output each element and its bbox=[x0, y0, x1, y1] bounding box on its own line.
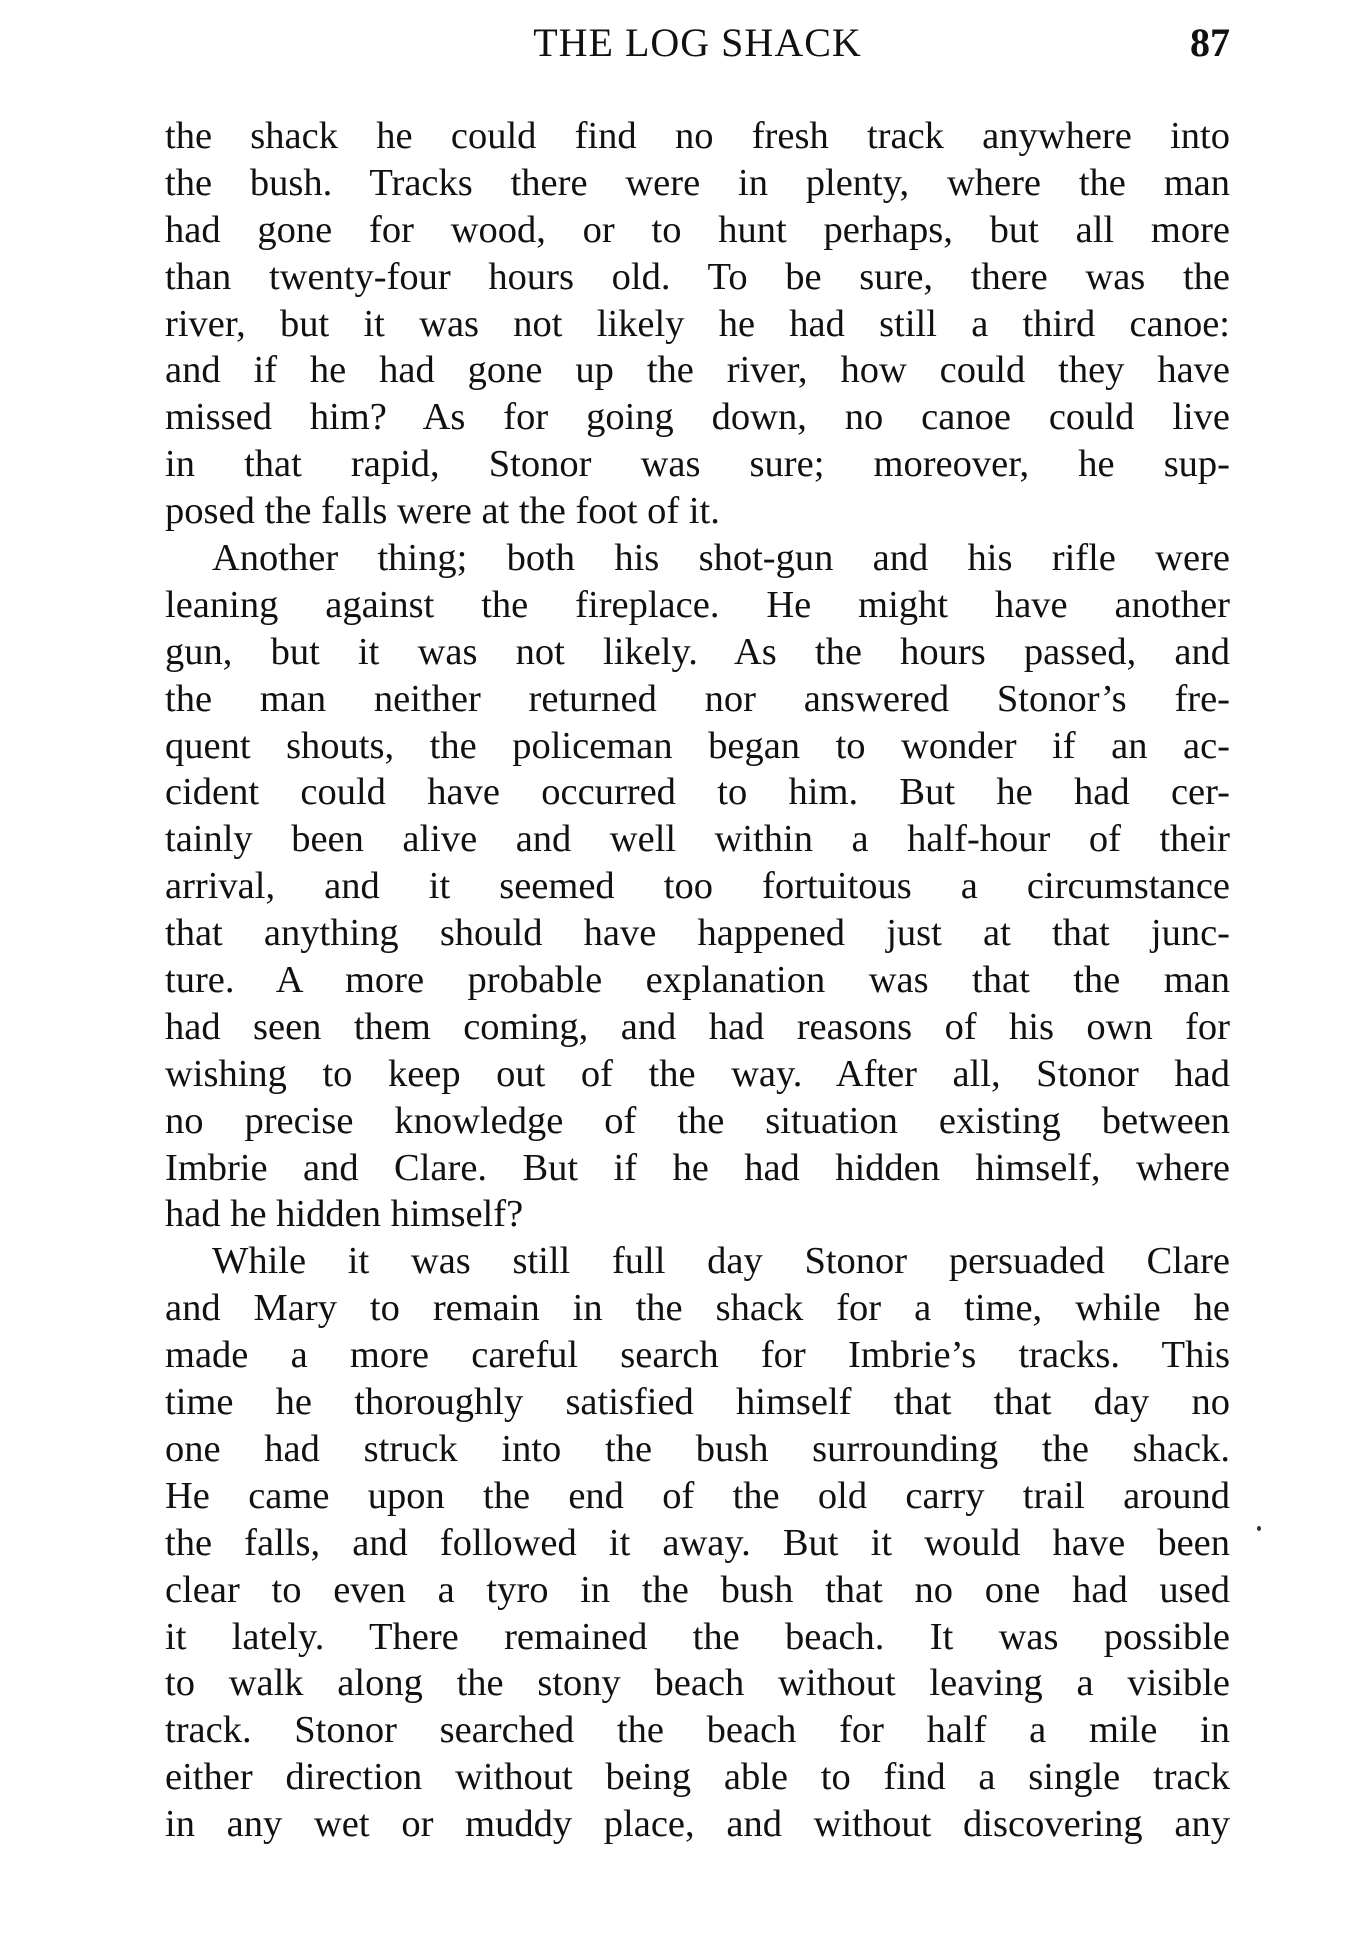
text-line: it lately. There remained the beach. It was possible bbox=[165, 1615, 1230, 1658]
text-line: arrival, and it seemed too fortuitous a circumstance bbox=[165, 865, 1230, 908]
text-line: the bush. Tracks there were in plenty, where the man bbox=[165, 161, 1230, 204]
running-header bbox=[165, 18, 1230, 68]
text-line: While it was still full day Stonor persuaded Clare bbox=[212, 1240, 1230, 1283]
text-line: and Mary to remain in the shack for a time, while he bbox=[165, 1287, 1230, 1330]
text-line: tainly been alive and well within a half-hour of their bbox=[165, 818, 1230, 861]
text-line: the falls, and followed it away. But it would have been bbox=[165, 1521, 1230, 1564]
text-line: Another thing; both his shot-gun and his rifle were bbox=[212, 537, 1230, 580]
text-line: to walk along the stony beach without leaving a visible bbox=[165, 1662, 1230, 1705]
text-line: gun, but it was not likely. As the hours passed, and bbox=[165, 630, 1230, 673]
text-line: either direction without being able to find a single track bbox=[165, 1756, 1230, 1799]
text-line: missed him? As for going down, no canoe could live bbox=[165, 396, 1230, 439]
text-line: than twenty-four hours old. To be sure, there was the bbox=[165, 255, 1230, 298]
text-line: quent shouts, the policeman began to wonder if an ac- bbox=[165, 724, 1230, 767]
text-line: clear to even a tyro in the bush that no one had used bbox=[165, 1568, 1230, 1611]
text-line: river, but it was not likely he had still a third canoe: bbox=[165, 302, 1230, 345]
text-line: ture. A more probable explanation was that the man bbox=[165, 959, 1230, 1002]
text-line: had he hidden himself? bbox=[165, 1193, 524, 1236]
text-line: leaning against the fireplace. He might have another bbox=[165, 583, 1230, 626]
text-line: Imbrie and Clare. But if he had hidden himself, where bbox=[165, 1146, 1230, 1189]
text-line: time he thoroughly satisfied himself that that day no bbox=[165, 1381, 1230, 1424]
text-line: and if he had gone up the river, how could they have bbox=[165, 349, 1230, 392]
text-line: posed the falls were at the foot of it. bbox=[165, 490, 720, 533]
text-line: in that rapid, Stonor was sure; moreover, he sup- bbox=[165, 443, 1230, 486]
page-number: 87 bbox=[1190, 20, 1230, 65]
text-line: had gone for wood, or to hunt perhaps, but all more bbox=[165, 208, 1230, 251]
text-line: had seen them coming, and had reasons of his own for bbox=[165, 1005, 1230, 1048]
text-line: that anything should have happened just at that junc- bbox=[165, 912, 1230, 955]
text-line: cident could have occurred to him. But he had cer- bbox=[165, 771, 1230, 814]
text-line: the shack he could find no fresh track anywhere into bbox=[165, 115, 1230, 157]
text-line: He came upon the end of the old carry trail around bbox=[165, 1474, 1230, 1517]
text-line: one had struck into the bush surrounding the shack. bbox=[165, 1427, 1230, 1470]
text-line: wishing to keep out of the way. After all, Stonor had bbox=[165, 1052, 1230, 1095]
text-line: no precise knowledge of the situation existing between bbox=[165, 1099, 1230, 1142]
body-text bbox=[165, 113, 1230, 1848]
text-line: the man neither returned nor answered Stonor’s fre- bbox=[165, 677, 1230, 720]
text-line: in any wet or muddy place, and without discovering any bbox=[165, 1803, 1230, 1846]
text-line: track. Stonor searched the beach for half a mile in bbox=[165, 1709, 1230, 1752]
text-line: made a more careful search for Imbrie’s tracks. This bbox=[165, 1334, 1230, 1377]
print-speck bbox=[1257, 1526, 1261, 1531]
running-title: THE LOG SHACK bbox=[533, 20, 862, 65]
